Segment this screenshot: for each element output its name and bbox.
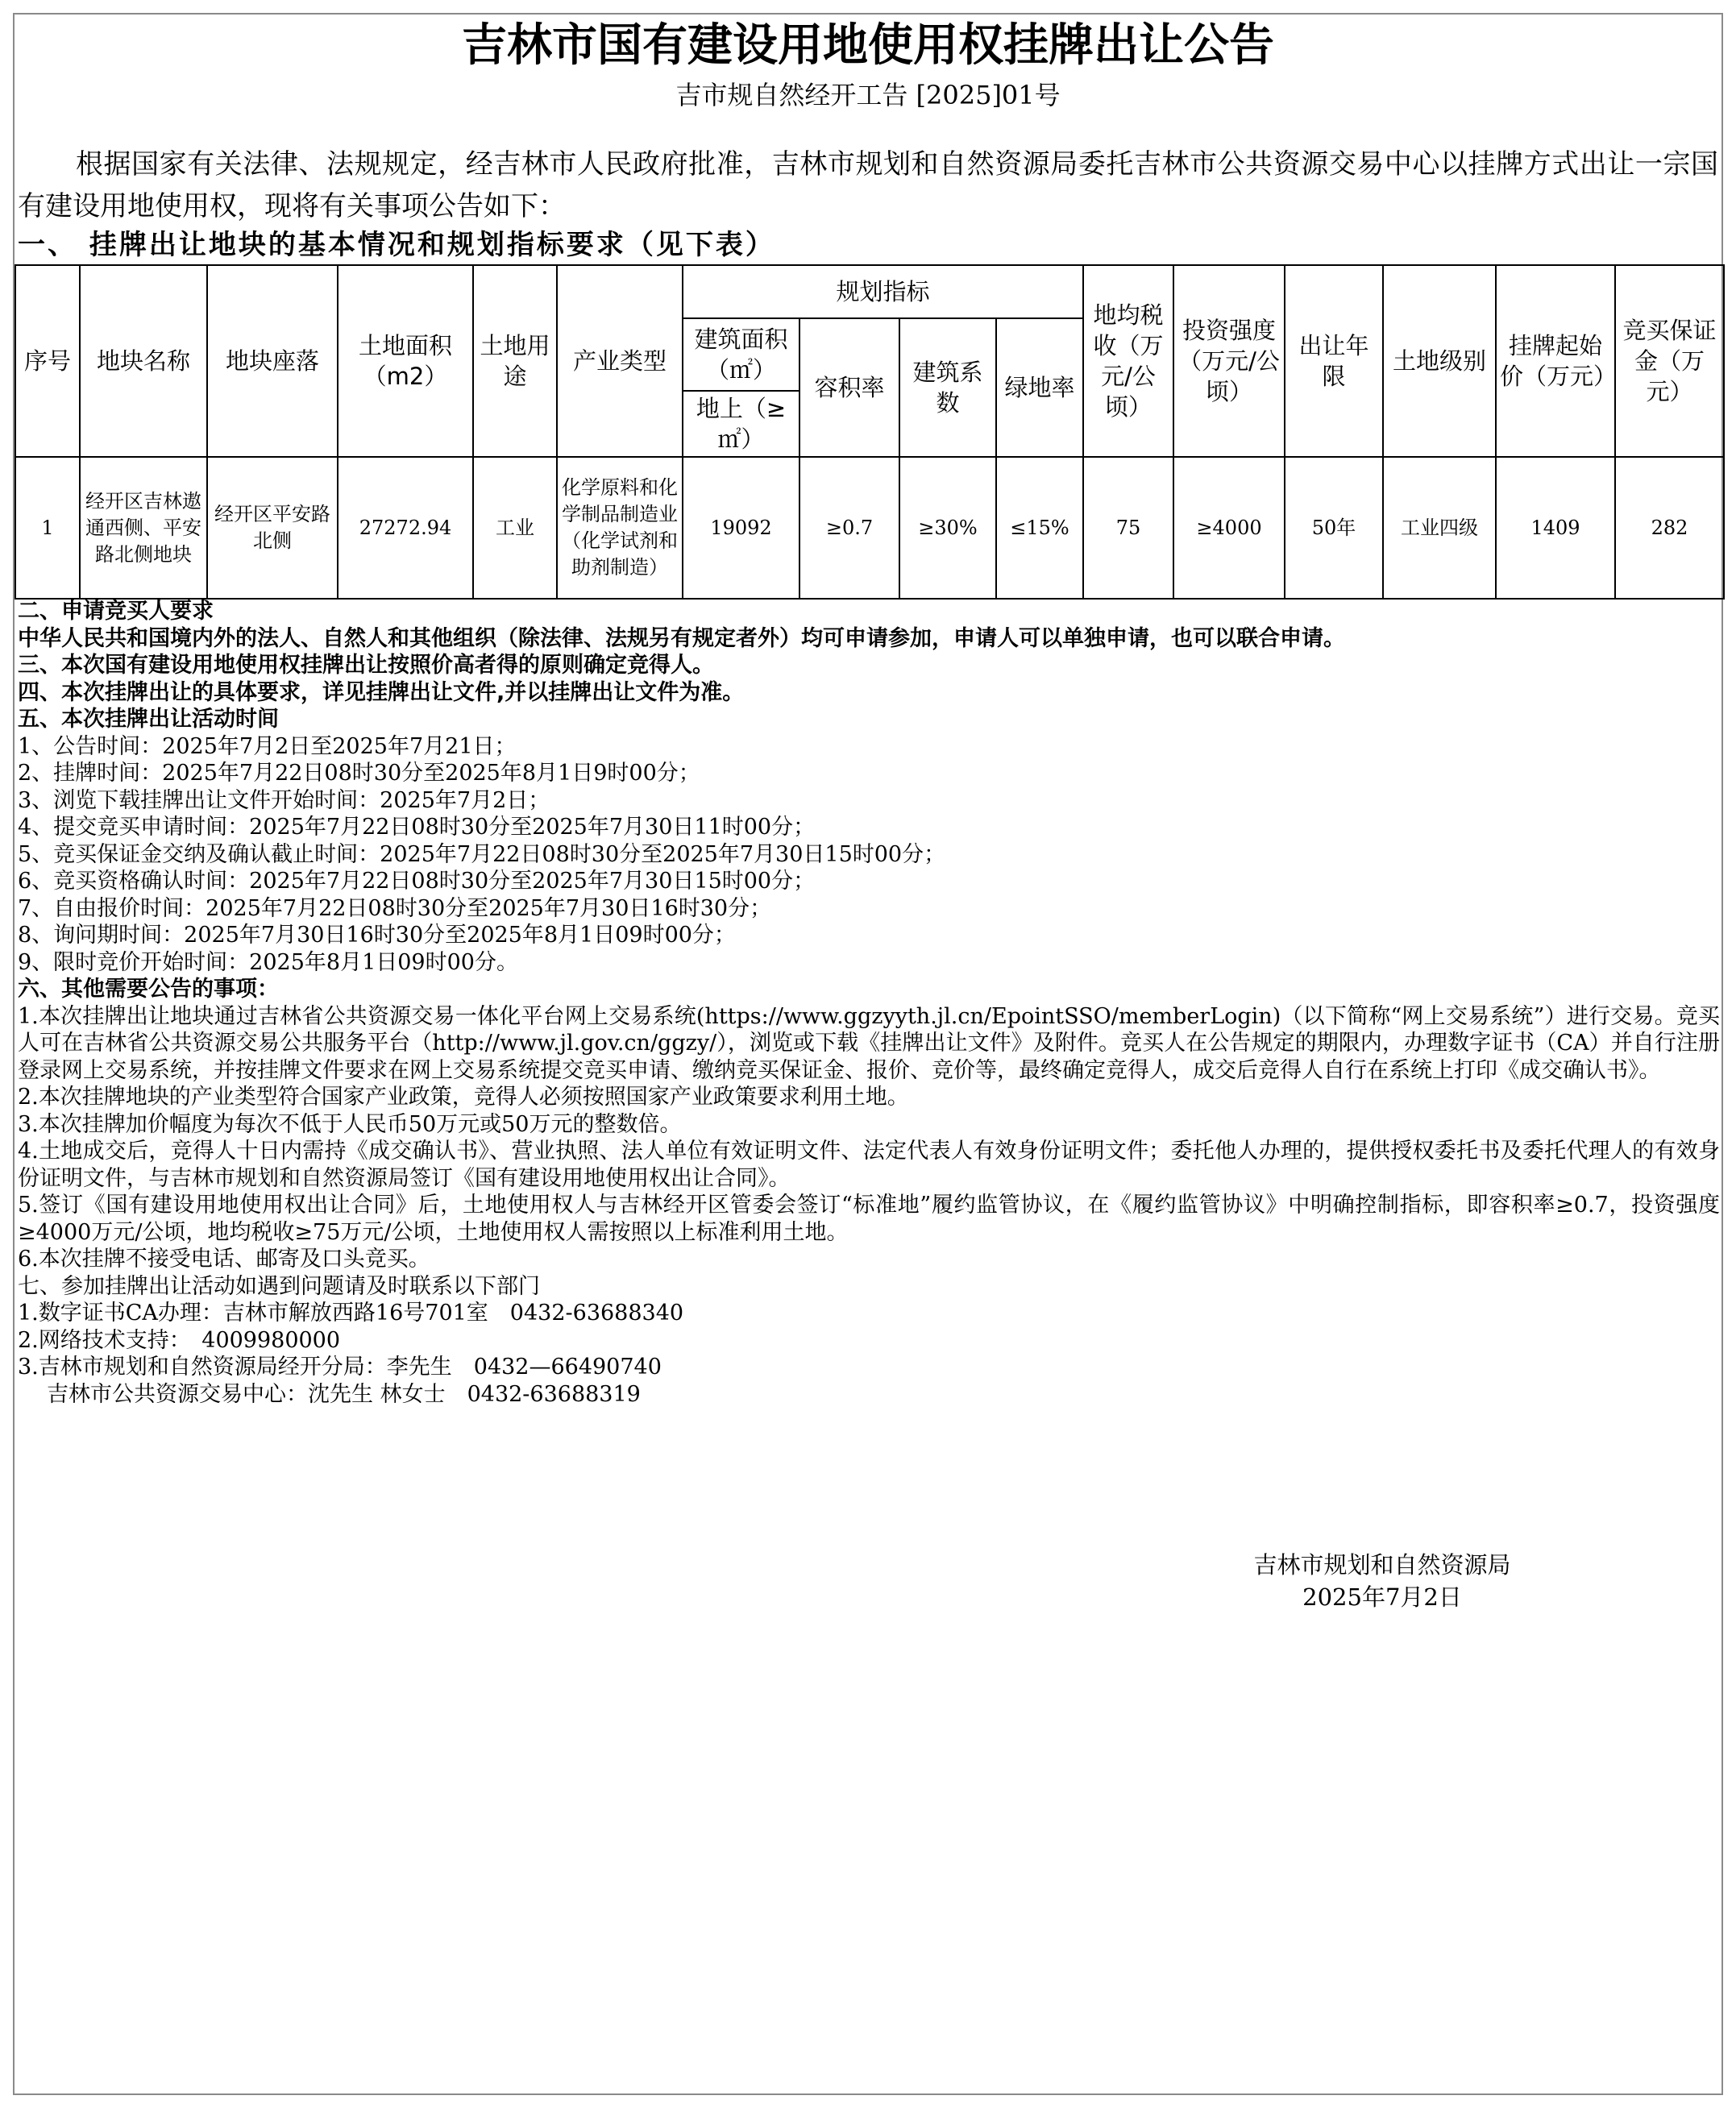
- contact-item: 吉林市公共资源交易中心：沈先生 林女士 0432-63688319: [47, 1381, 641, 1407]
- schedule-item: 8、询问期时间：2025年7月30日16时30分至2025年8月1日09时00分；: [18, 923, 736, 948]
- notice-item: 2.本次挂牌地块的产业类型符合国家产业政策，竞得人必须按照国家产业政策要求利用土地。: [18, 1085, 909, 1110]
- schedule-item: 1、公告时间：2025年7月2日至2025年7月21日；: [18, 733, 517, 759]
- contact-item: 1.数字证书CA办理：吉林市解放西路16号701室 0432-63688340: [18, 1301, 684, 1326]
- cell-invest: ≥4000: [1173, 457, 1285, 599]
- notice-item: 5.签订《国有建设用地使用权出让合同》后，土地使用权人与吉林经开区管委会签订“标准地”履约监管协议，在《履约监管协议》中明确控制指标，即容积率≥0.7，投资强度≥4000万元/公顷，地均税收≥75万元/公顷，土地使用权人需按照以上标准利用土地。: [18, 1193, 1720, 1245]
- cell-start-price: 1409: [1496, 457, 1615, 599]
- section-2-text: 中华人民共和国境内外的法人、自然人和其他组织（除法律、法规另有规定者外）均可申请参加，申请人可以单独申请，也可以联合申请。: [18, 625, 1345, 651]
- header-planning: 规划指标: [683, 265, 1083, 318]
- header-area: 土地面积（m2）: [338, 265, 473, 457]
- signature-org: 吉林市规划和自然资源局: [1253, 1551, 1511, 1579]
- header-term: 出让年限: [1285, 265, 1383, 457]
- cell-green: ≤15%: [996, 457, 1083, 599]
- header-tax: 地均税收（万元/公顷）: [1083, 265, 1173, 457]
- cell-above-ground: 19092: [683, 457, 799, 599]
- schedule-item: 5、竞买保证金交纳及确认截止时间：2025年7月22日08时30分至2025年7月30日15时00分；: [18, 841, 946, 867]
- contact-item: 3.吉林市规划和自然资源局经开分局：李先生 0432—66490740: [18, 1355, 662, 1380]
- header-above-ground: 地上（≥㎡）: [683, 391, 799, 457]
- contact-item: 2.网络技术支持： 4009980000: [18, 1327, 341, 1353]
- header-grade: 土地级别: [1383, 265, 1496, 457]
- header-seq: 序号: [15, 265, 80, 457]
- cell-term: 50年: [1285, 457, 1383, 599]
- cell-deposit: 282: [1615, 457, 1724, 599]
- header-invest: 投资强度（万元/公顷）: [1173, 265, 1285, 457]
- section-6-heading: 六、其他需要公告的事项：: [18, 977, 279, 1002]
- section-3: 三、本次国有建设用地使用权挂牌出让按照价高者得的原则确定竞得人。: [18, 653, 714, 678]
- schedule-item: 4、提交竞买申请时间：2025年7月22日08时30分至2025年7月30日11时00分；: [18, 815, 816, 840]
- cell-location: 经开区平安路北侧: [207, 457, 338, 599]
- notice-body: [18, 598, 1720, 1408]
- cell-seq: 1: [15, 457, 80, 599]
- cell-industry: 化学原料和化学制品制造业（化学试剂和助剂制造）: [557, 457, 683, 599]
- cell-coverage: ≥30%: [899, 457, 996, 599]
- cell-area: 27272.94: [338, 457, 473, 599]
- land-parcel-table: [15, 264, 1725, 600]
- schedule-item: 2、挂牌时间：2025年7月22日08时30分至2025年8月1日9时00分；: [18, 761, 700, 786]
- schedule-item: 3、浏览下载挂牌出让文件开始时间：2025年7月2日；: [18, 787, 550, 813]
- header-green: 绿地率: [996, 318, 1083, 457]
- header-name: 地块名称: [80, 265, 207, 457]
- cell-tax: 75: [1083, 457, 1173, 599]
- header-use: 土地用途: [473, 265, 557, 457]
- section-7-heading: 七、参加挂牌出让活动如遇到问题请及时联系以下部门: [18, 1273, 540, 1299]
- signature-block: [1241, 1549, 1523, 1613]
- cell-use: 工业: [473, 457, 557, 599]
- signature-date: 2025年7月2日: [1302, 1583, 1462, 1611]
- notice-item: 3.本次挂牌加价幅度为每次不低于人民币50万元或50万元的整数倍。: [18, 1111, 682, 1137]
- header-industry: 产业类型: [557, 265, 683, 457]
- header-far: 容积率: [799, 318, 899, 457]
- header-floor-area: 建筑面积（㎡）: [683, 318, 799, 391]
- cell-name: 经开区吉林遨通西侧、平安路北侧地块: [80, 457, 207, 599]
- cell-far: ≥0.7: [799, 457, 899, 599]
- intro-paragraph: 根据国家有关法律、法规规定，经吉林市人民政府批准，吉林市规划和自然资源局委托吉林市公共资源交易中心以挂牌方式出让一宗国有建设用地使用权，现将有关事项公告如下：: [18, 148, 1718, 222]
- notice-item: 6.本次挂牌不接受电话、邮寄及口头竞买。: [18, 1247, 430, 1272]
- section-5-heading: 五、本次挂牌出让活动时间: [18, 707, 279, 732]
- schedule-item: 7、自由报价时间：2025年7月22日08时30分至2025年7月30日16时30分；: [18, 895, 772, 921]
- section-2-heading: 二、申请竞买人要求: [18, 599, 214, 624]
- header-location: 地块座落: [207, 265, 338, 457]
- header-start-price: 挂牌起始价（万元）: [1496, 265, 1615, 457]
- notice-item: 1.本次挂牌出让地块通过吉林省公共资源交易一体化平台网上交易系统(https://www.ggzyyth.jl.cn/EpointSSO/memberLogin)（以下简称“网上交易系统”）进行交易。竞买人可在吉林省公共资源交易公共服务平台（http://www.jl.gov.cn/ggzy/），浏览或下载《挂牌出让文件》及附件。竞买人在公告规定的期限内，办理数字证书（CA）并自行注册登录网上交易系统，并按挂牌文件要求在网上交易系统提交竞买申请、缴纳竞买保证金、报价、竞价等，最终确定竞得人，成交后竞得人自行在系统上打印《成交确认书》。: [18, 1003, 1720, 1083]
- schedule-item: 9、限时竞价开始时间：2025年8月1日09时00分。: [18, 949, 518, 975]
- cell-grade: 工业四级: [1383, 457, 1496, 599]
- notice-item: 4.土地成交后，竞得人十日内需持《成交确认书》、营业执照、法人单位有效证明文件、法定代表人有效身份证明文件；委托他人办理的，提供授权委托书及委托代理人的有效身份证明文件，与吉林市规划和自然资源局签订《国有建设用地使用权出让合同》。: [18, 1139, 1720, 1191]
- schedule-item: 6、竞买资格确认时间：2025年7月22日08时30分至2025年7月30日15时00分；: [18, 869, 816, 894]
- document-number: 吉市规自然经开工告 [2025]01号: [675, 80, 1061, 110]
- section-1-heading: 一、 挂牌出让地块的基本情况和规划指标要求（见下表）: [18, 229, 775, 261]
- header-coverage: 建筑系数: [899, 318, 996, 457]
- page-title: 吉林市国有建设用地使用权挂牌出让公告: [462, 19, 1274, 72]
- table-row: [15, 457, 1724, 599]
- section-4: 四、本次挂牌出让的具体要求，详见挂牌出让文件,并以挂牌出让文件为准。: [18, 679, 745, 705]
- header-deposit: 竞买保证金（万元）: [1615, 265, 1724, 457]
